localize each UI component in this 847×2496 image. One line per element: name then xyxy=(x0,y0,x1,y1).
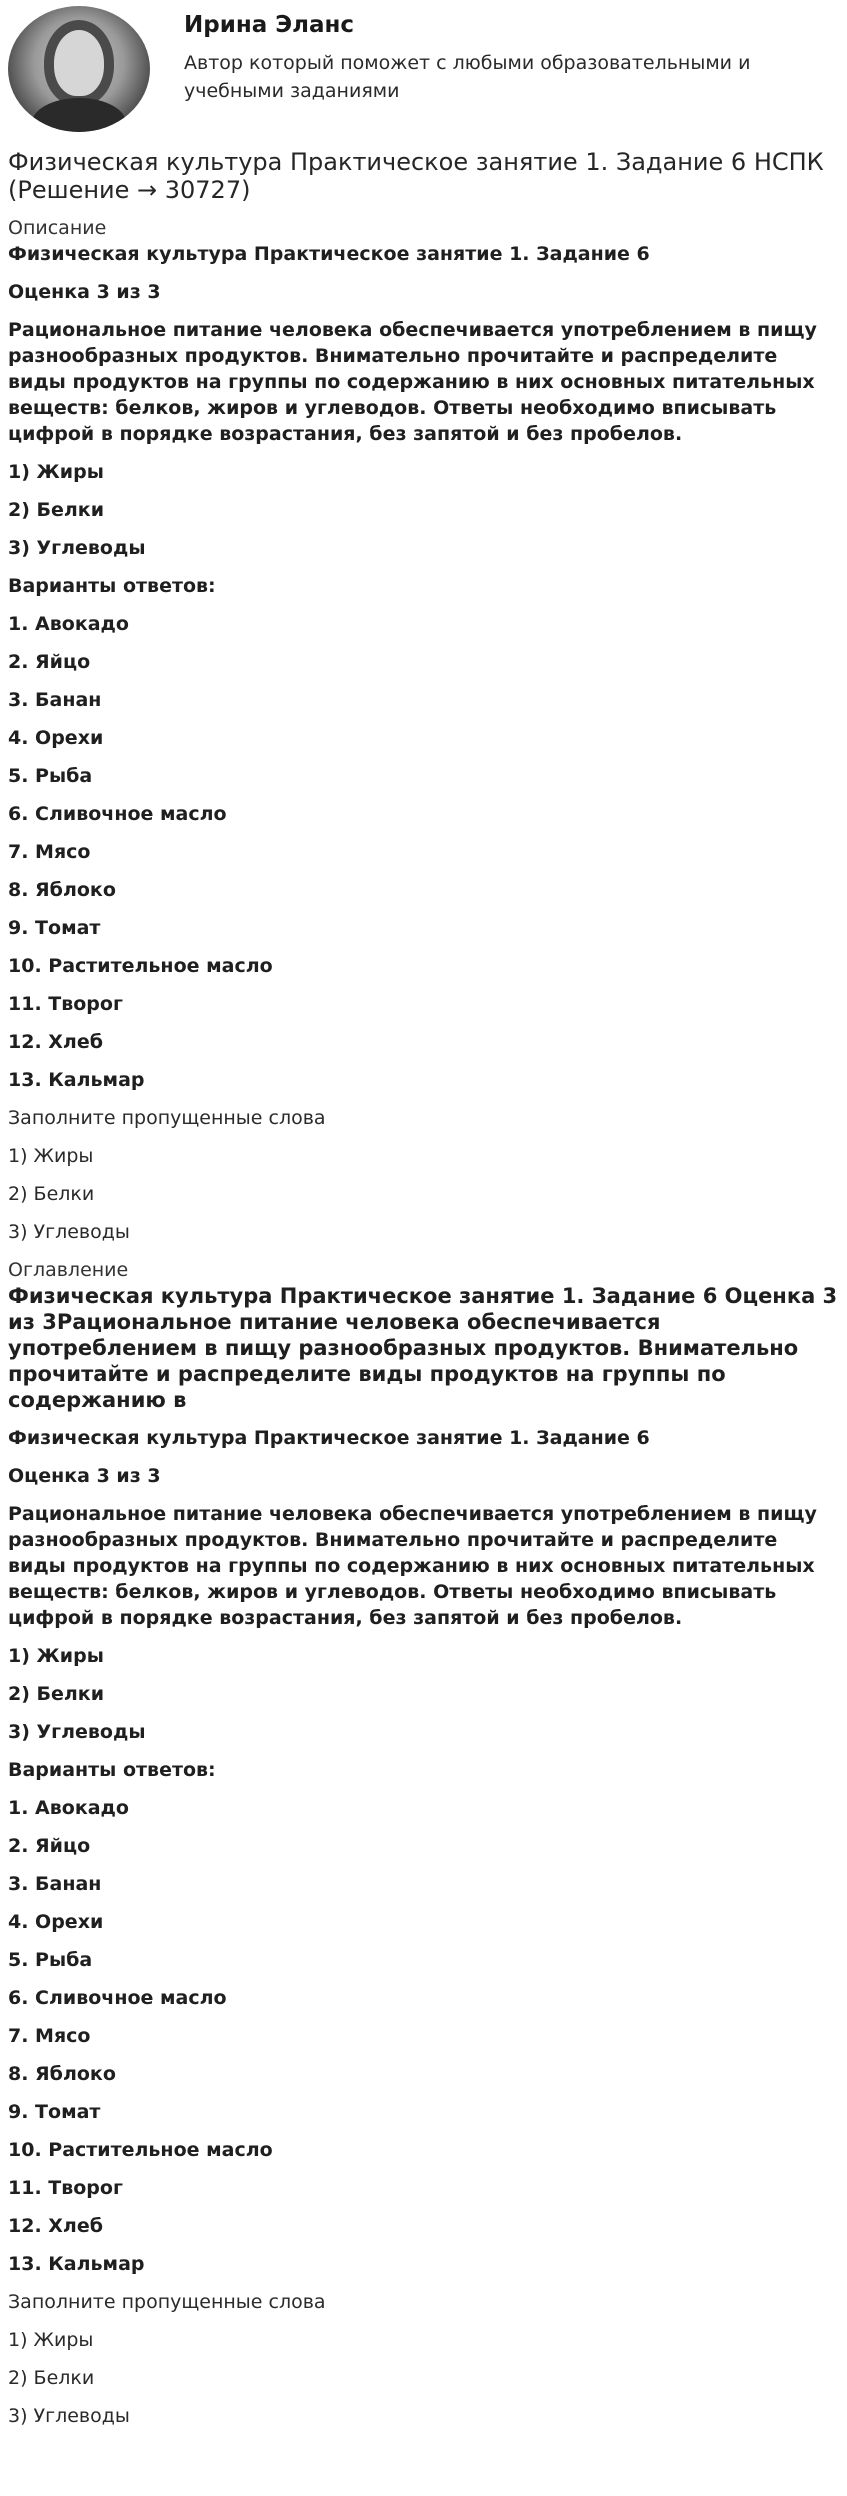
option-item: 5. Рыба xyxy=(8,1949,93,1971)
option-item: 4. Орехи xyxy=(8,727,104,749)
main-content xyxy=(8,215,838,2441)
author-name[interactable]: Ирина Эланс xyxy=(184,12,355,38)
option-item: 9. Томат xyxy=(8,917,101,939)
fill-group-item: 1) Жиры xyxy=(8,2329,94,2351)
fill-group-item: 1) Жиры xyxy=(8,1145,94,1167)
toc-heading[interactable]: Физическая культура Практическое занятие 1. Задание 6 Оценка 3 из 3Рациональное питание человека обеспечивается употреблением в пищу разнообразных продуктов. Внимательно прочитайте и распределите виды продуктов на группы по содержанию в xyxy=(8,1284,838,1412)
author-description: Автор который поможет с любыми образовательными и учебными заданиями xyxy=(184,52,751,102)
author-avatar[interactable] xyxy=(8,6,150,132)
option-item: 2. Яйцо xyxy=(8,651,91,673)
group-item: 2) Белки xyxy=(8,499,105,521)
option-item: 7. Мясо xyxy=(8,2025,91,2047)
option-item: 13. Кальмар xyxy=(8,1069,145,1091)
option-item: 8. Яблоко xyxy=(8,2063,116,2085)
option-item: 10. Растительное масло xyxy=(8,2139,273,2161)
description-label: Описание xyxy=(8,217,107,239)
fill-label: Заполните пропущенные слова xyxy=(8,1107,326,1129)
avatar-shoulders xyxy=(32,98,126,132)
avatar-face xyxy=(54,30,104,96)
author-card xyxy=(0,0,847,140)
fill-group-item: 3) Углеводы xyxy=(8,1221,130,1243)
group-item: 2) Белки xyxy=(8,1683,105,1705)
option-item: 12. Хлеб xyxy=(8,2215,103,2237)
fill-label: Заполните пропущенные слова xyxy=(8,2291,326,2313)
fill-group-item: 2) Белки xyxy=(8,2367,95,2389)
task-text: Рациональное питание человека обеспечивается употреблением в пищу разнообразных продуктов. Внимательно прочитайте и распределите виды продуктов на группы по содержанию в них основных питательных веществ: белков, жиров и углеводов. Ответы необходимо вписывать цифрой в порядке возрастания, без запятой и без пробелов. xyxy=(8,319,817,445)
option-item: 4. Орехи xyxy=(8,1911,104,1933)
option-item: 1. Авокадо xyxy=(8,1797,129,1819)
option-item: 3. Банан xyxy=(8,689,102,711)
option-item: 2. Яйцо xyxy=(8,1835,91,1857)
option-item: 13. Кальмар xyxy=(8,2253,145,2275)
group-item: 3) Углеводы xyxy=(8,1721,146,1743)
group-item: 3) Углеводы xyxy=(8,537,146,559)
option-item: 3. Банан xyxy=(8,1873,102,1895)
option-item: 11. Творог xyxy=(8,993,123,1015)
group-item: 1) Жиры xyxy=(8,461,104,483)
option-item: 6. Сливочное масло xyxy=(8,1987,227,2009)
option-item: 11. Творог xyxy=(8,2177,123,2199)
fill-group-item: 2) Белки xyxy=(8,1183,95,1205)
option-item: 6. Сливочное масло xyxy=(8,803,227,825)
option-item: 10. Растительное масло xyxy=(8,955,273,977)
options-label: Варианты ответов: xyxy=(8,1759,216,1781)
task-heading: Физическая культура Практическое занятие 1. Задание 6 xyxy=(8,1427,650,1449)
option-item: 8. Яблоко xyxy=(8,879,116,901)
task-text: Рациональное питание человека обеспечивается употреблением в пищу разнообразных продуктов. Внимательно прочитайте и распределите виды продуктов на группы по содержанию в них основных питательных веществ: белков, жиров и углеводов. Ответы необходимо вписывать цифрой в порядке возрастания, без запятой и без пробелов. xyxy=(8,1503,817,1629)
fill-group-item: 3) Углеводы xyxy=(8,2405,130,2427)
option-item: 5. Рыба xyxy=(8,765,93,787)
page-title: Физическая культура Практическое занятие 1. Задание 6 НСПК (Решение → 30727) xyxy=(8,148,824,204)
description-section xyxy=(8,215,838,1245)
group-item: 1) Жиры xyxy=(8,1645,104,1667)
option-item: 1. Авокадо xyxy=(8,613,129,635)
task-grade: Оценка 3 из 3 xyxy=(8,1465,161,1487)
option-item: 9. Томат xyxy=(8,2101,101,2123)
task-grade: Оценка 3 из 3 xyxy=(8,281,161,303)
options-label: Варианты ответов: xyxy=(8,575,216,597)
task-heading: Физическая культура Практическое занятие 1. Задание 6 xyxy=(8,243,650,265)
option-item: 12. Хлеб xyxy=(8,1031,103,1053)
toc-section xyxy=(8,1257,838,2429)
option-item: 7. Мясо xyxy=(8,841,91,863)
toc-label: Оглавление xyxy=(8,1259,129,1281)
